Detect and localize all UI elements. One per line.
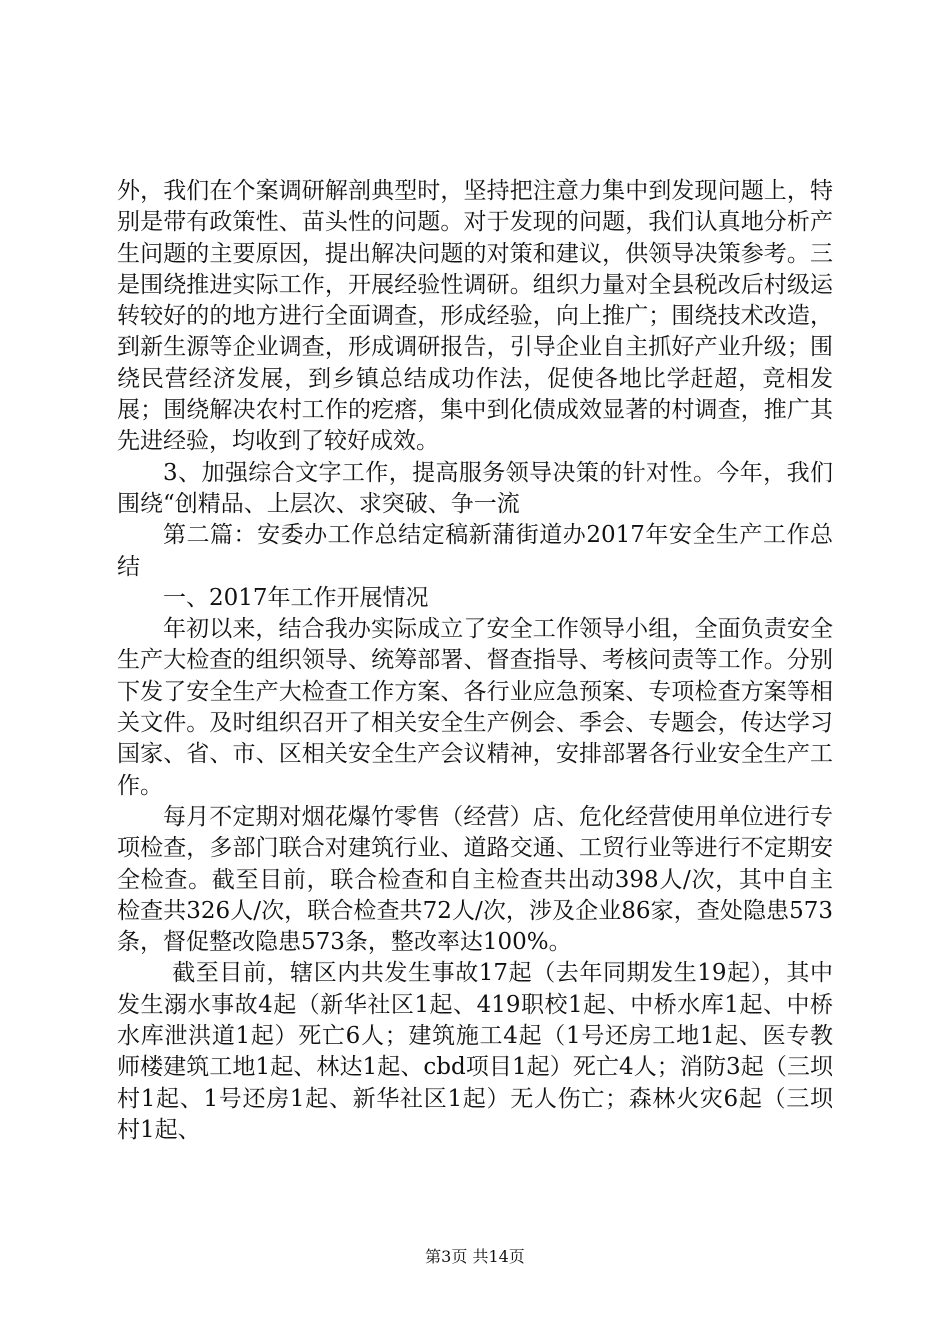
paragraph-accidents: 截至目前，辖区内共发生事故17起（去年同期发生19起），其中发生溺水事故4起（新华社区1起、419职校1起、中桥水库1起、中桥水库泄洪道1起）死亡6人；建筑施工4起（1号还房工地1起、医专教师楼建筑工地1起、林达1起、cbd项目1起）死亡4人；消防3起（三坝村1起、1号还房1起、新华社区1起）无人伤亡；森林火灾6起（三坝村1起、 bbox=[117, 960, 833, 1143]
section-title-second-article: 第二篇：安委办工作总结定稿新蒲街道办2017年安全生产工作总结 bbox=[117, 522, 833, 580]
page-footer: 第3页 共14页 bbox=[425, 1247, 525, 1266]
paragraph-inspections: 每月不定期对烟花爆竹零售（经营）店、危化经营使用单位进行专项检查，多部门联合对建筑行业、道路交通、工贸行业等进行不定期安全检查。截至目前，联合检查和自主检查共出动398人/次，其中自主检查共326人/次，联合检查共72人/次，涉及企业86家，查处隐患573条，督促整改隐患573条，整改率达100%。 bbox=[117, 803, 833, 956]
paragraph-research-continuation: 外，我们在个案调研解剖典型时，坚持把注意力集中到发现问题上，特别是带有政策性、苗头性的问题。对于发现的问题，我们认真地分析产生问题的主要原因，提出解决问题的对策和建议，供领导决策参考。三是围绕推进实际工作，开展经验性调研。组织力量对全县税改后村级运转较好的的地方进行全面调查，形成经验，向上推广；围绕技术改造，到新生源等企业调查，形成调研报告，引导企业自主抓好产业升级；围绕民营经济发展，到乡镇总结成功作法，促使各地比学赶超，竞相发展；围绕解决农村工作的疙瘩，集中到化债成效显著的村调查，推广其先进经验，均收到了较好成效。 bbox=[117, 178, 833, 455]
document-body bbox=[117, 176, 833, 1146]
paragraph-leadership-group: 年初以来，结合我办实际成立了安全工作领导小组，全面负责安全生产大检查的组织领导、统筹部署、督查指导、考核问责等工作。分别下发了安全生产大检查工作方案、各行业应急预案、专项检查方案等相关文件。及时组织召开了相关安全生产例会、季会、专题会，传达学习国家、省、市、区相关安全生产会议精神，安排部署各行业安全生产工作。 bbox=[117, 616, 833, 799]
section-heading-work-status: 一、2017年工作开展情况 bbox=[163, 584, 429, 611]
paragraph-writing-work: 3、加强综合文字工作，提高服务领导决策的针对性。今年，我们围绕“创精品、上层次、求突破、争一流 bbox=[117, 459, 833, 517]
